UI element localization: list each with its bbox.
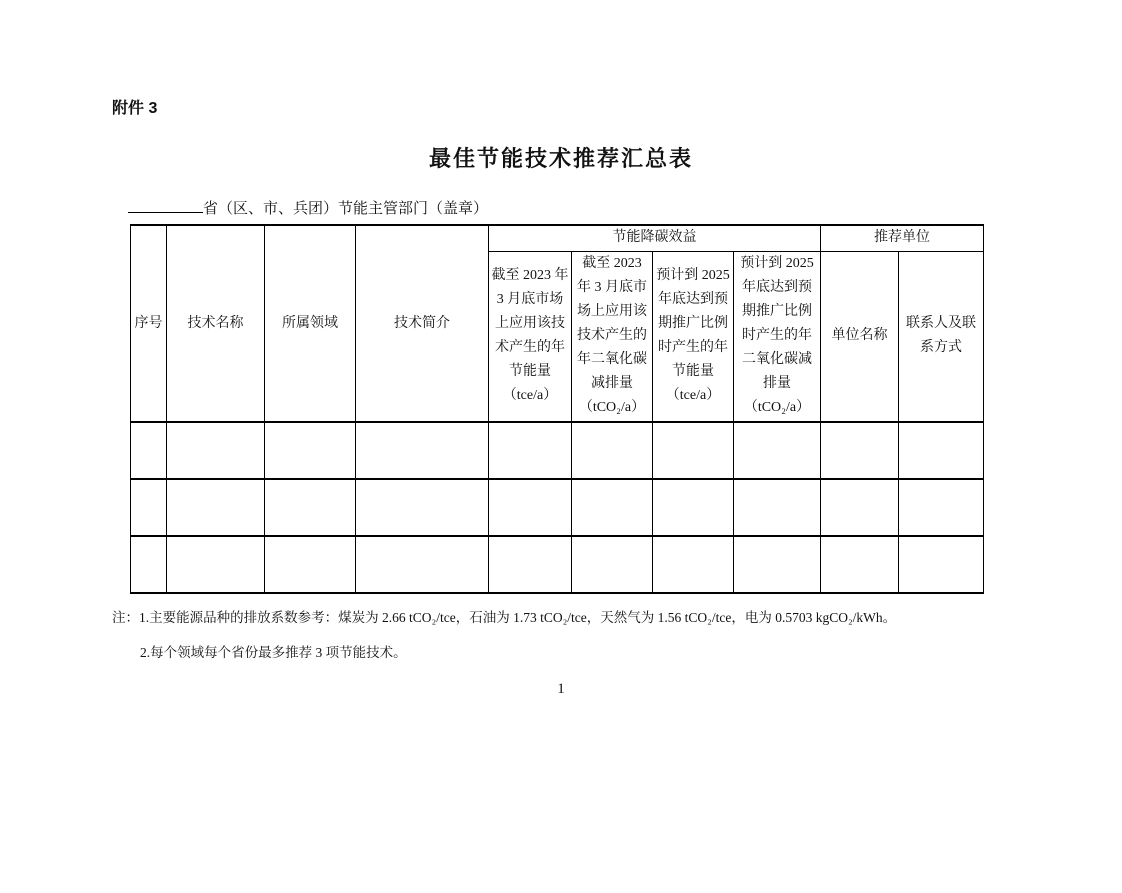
table-cell <box>489 536 572 593</box>
summary-table <box>130 224 984 594</box>
header-2023-co2-reduction: 截至 2023 年 3 月底市场上应用该技术产生的年二氧化碳减排量（tCO₂/a） <box>572 251 653 422</box>
header-field: 所属领域 <box>265 225 356 422</box>
table-group-header-row <box>131 225 984 251</box>
group-header-benefit: 节能降碳效益 <box>489 225 821 251</box>
group-header-recommender: 推荐单位 <box>821 225 984 251</box>
table-cell <box>653 422 734 479</box>
page-number: 1 <box>557 681 565 697</box>
header-seq: 序号 <box>131 225 167 422</box>
header-2025-energy-saving: 预计到 2025 年底达到预期推广比例时产生的年节能量（tce/a） <box>653 251 734 422</box>
table-cell <box>572 536 653 593</box>
province-blank-field <box>128 198 203 213</box>
page-title: 最佳节能技术推荐汇总表 <box>428 146 693 171</box>
table-cell <box>167 422 265 479</box>
table-cell <box>356 422 489 479</box>
notes-section <box>112 609 1122 661</box>
attachment-label: 附件 3 <box>112 100 158 117</box>
note-line-2: 2.每个领域每个省份最多推荐 3 项节能技术。 <box>140 645 407 660</box>
table-cell <box>572 479 653 536</box>
header-unit-name: 单位名称 <box>821 251 899 422</box>
table-cell <box>167 479 265 536</box>
header-contact: 联系人及联系方式 <box>899 251 984 422</box>
table-cell <box>489 479 572 536</box>
table-cell <box>821 422 899 479</box>
header-2023-energy-saving: 截至 2023 年 3 月底市场上应用该技术产生的年节能量（tce/a） <box>489 251 572 422</box>
table-row <box>131 479 984 536</box>
table-cell <box>821 536 899 593</box>
table-cell <box>265 422 356 479</box>
table-cell <box>653 479 734 536</box>
header-tech-name: 技术名称 <box>167 225 265 422</box>
table-row <box>131 536 984 593</box>
table-cell <box>899 479 984 536</box>
table-cell <box>131 479 167 536</box>
table-cell <box>356 479 489 536</box>
table-cell <box>821 479 899 536</box>
table-cell <box>167 536 265 593</box>
header-2025-co2-reduction: 预计到 2025 年底达到预期推广比例时产生的年二氧化碳减排量（tCO₂/a） <box>734 251 821 422</box>
table-cell <box>131 422 167 479</box>
table-cell <box>734 479 821 536</box>
table-body <box>131 422 984 593</box>
table-header <box>131 225 984 422</box>
department-line <box>128 198 1122 218</box>
table-cell <box>356 536 489 593</box>
table-cell <box>572 422 653 479</box>
table-cell <box>265 479 356 536</box>
note-line-1: 注：1.主要能源品种的排放系数参考：煤炭为 2.66 tCO₂/tce，石油为 1.73 tCO₂/tce，天然气为 1.56 tCO₂/tce，电为 0.5703 kgCO₂/kWh。 <box>112 610 897 625</box>
table-cell <box>734 422 821 479</box>
table-cell <box>899 536 984 593</box>
table-row <box>131 422 984 479</box>
table-cell <box>131 536 167 593</box>
table-cell <box>489 422 572 479</box>
table-cell <box>653 536 734 593</box>
table-cell <box>899 422 984 479</box>
table-cell <box>734 536 821 593</box>
header-tech-intro: 技术简介 <box>356 225 489 422</box>
department-line-text: 省（区、市、兵团）节能主管部门（盖章） <box>203 201 489 217</box>
document-page <box>0 100 1122 893</box>
table-cell <box>265 536 356 593</box>
